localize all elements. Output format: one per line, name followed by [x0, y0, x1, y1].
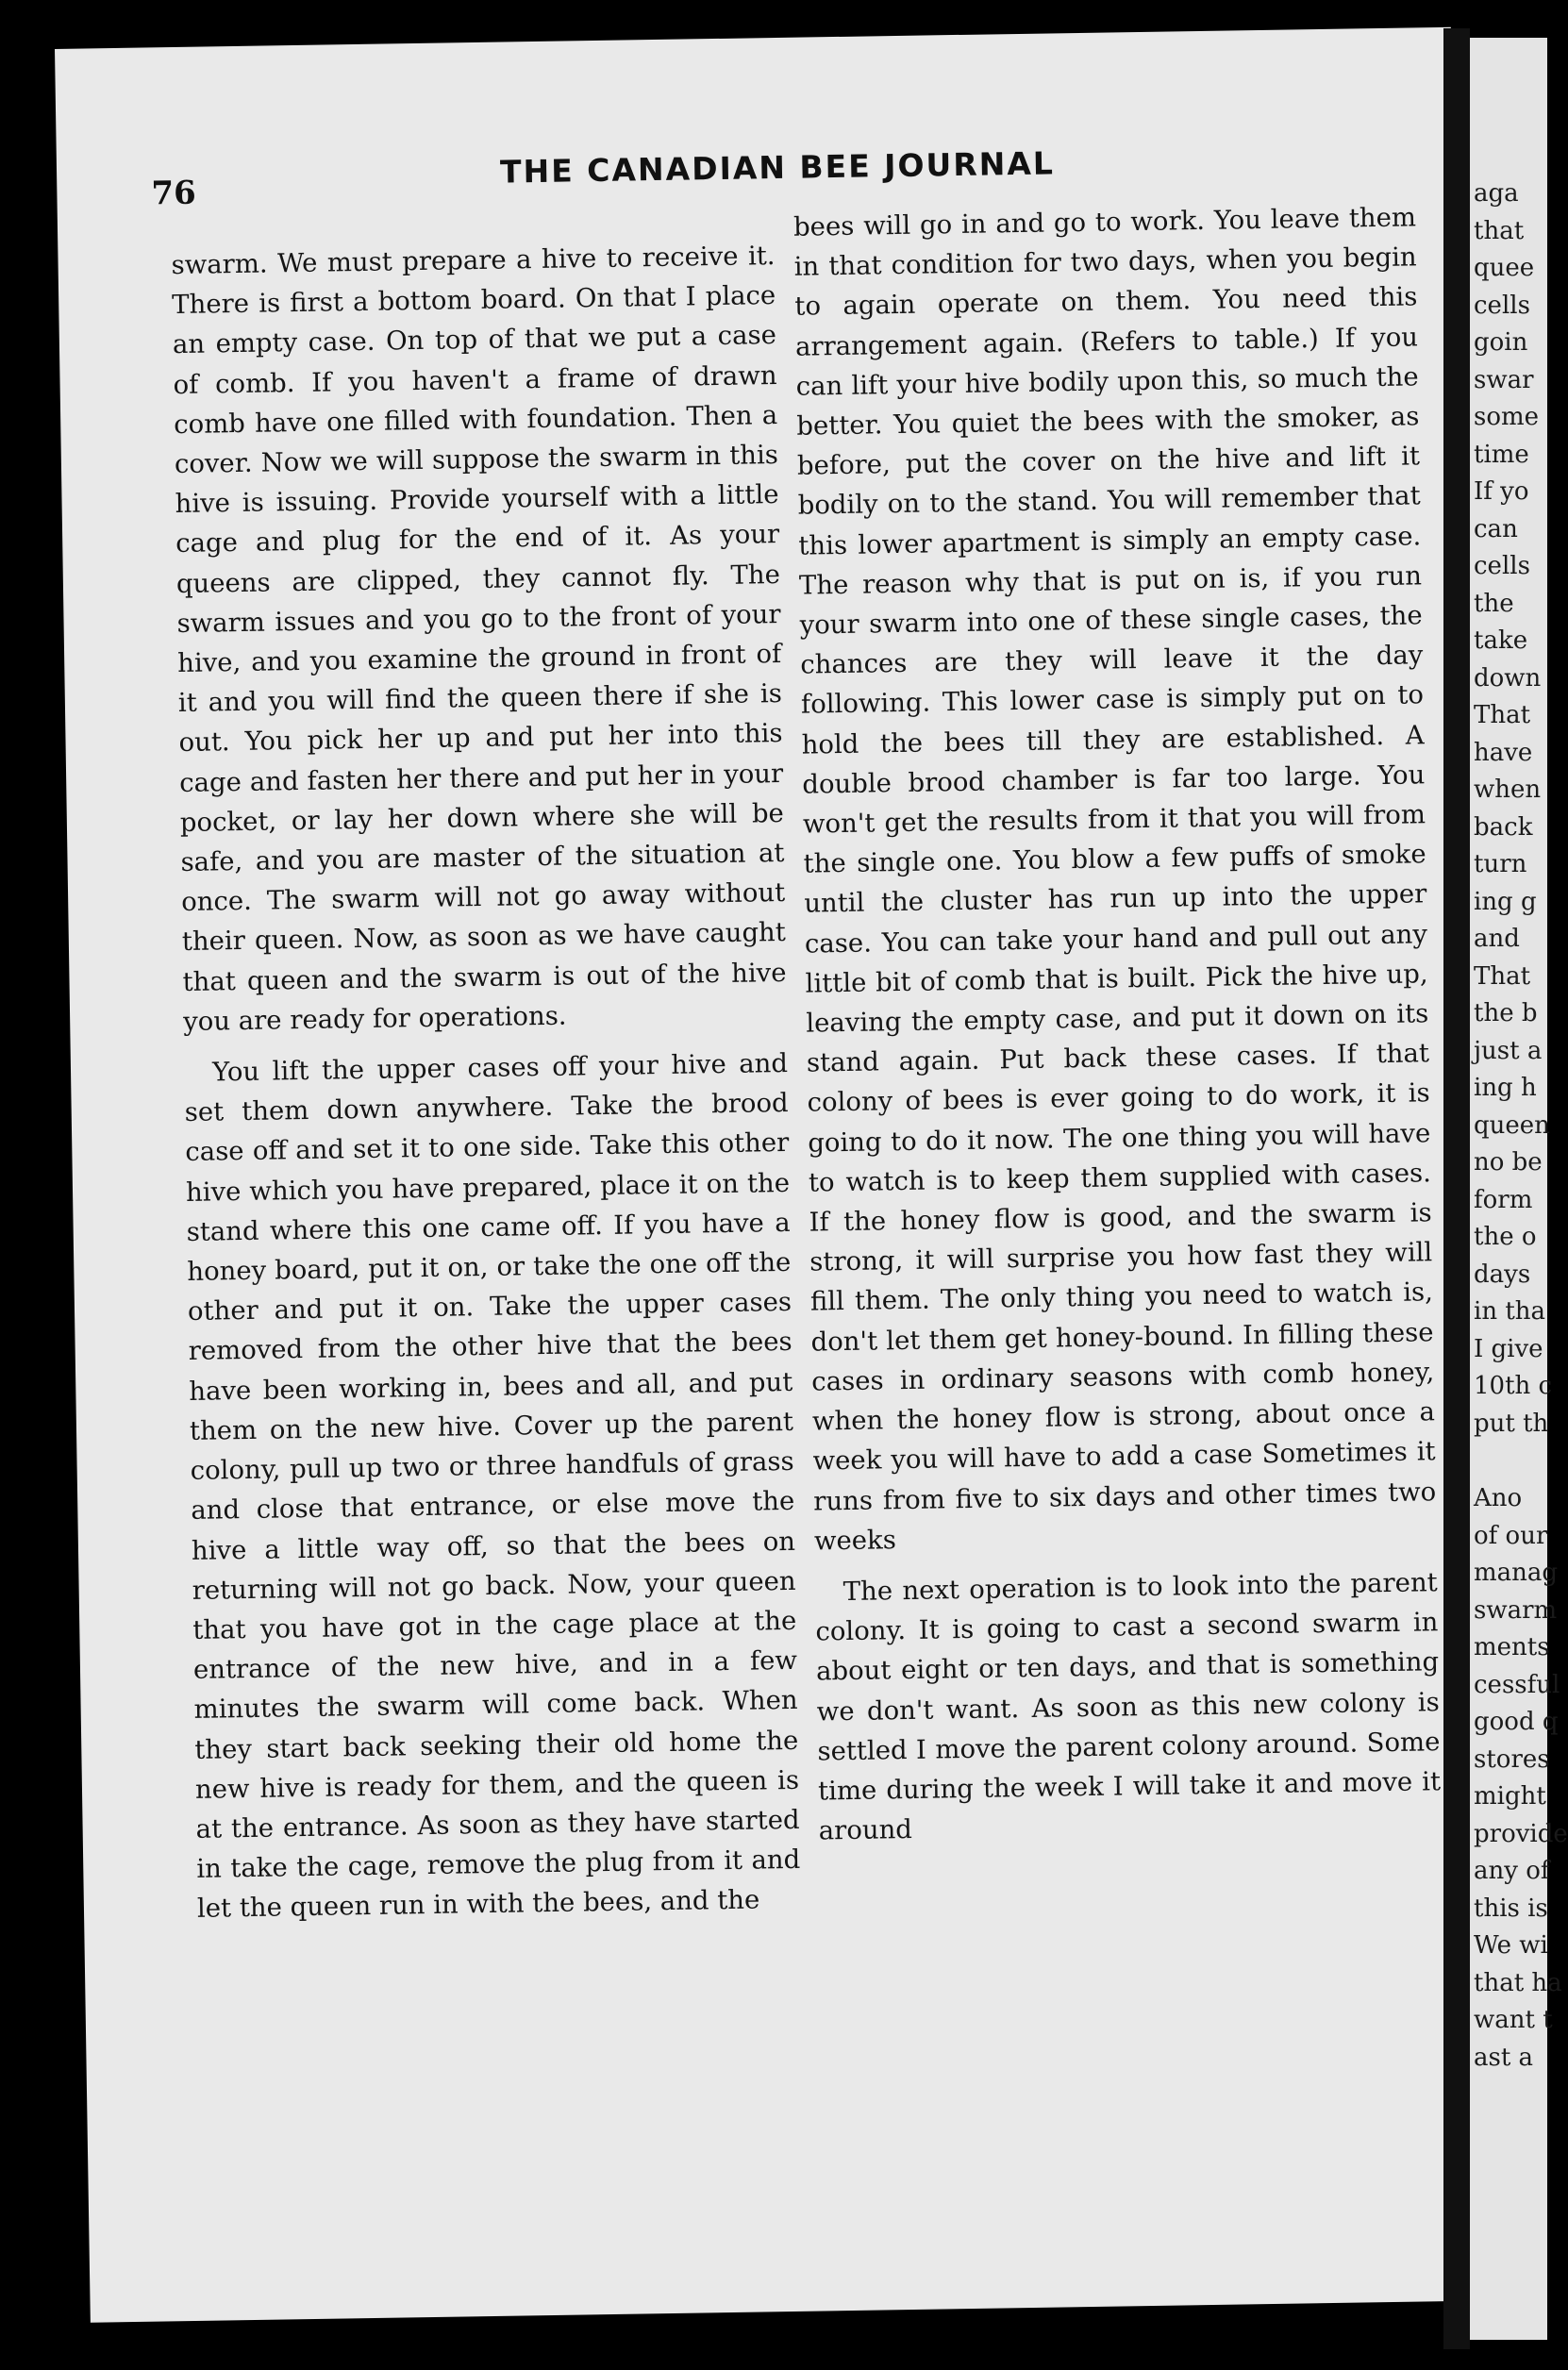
facing-page-line: this is	[1474, 1894, 1548, 1923]
paragraph: bees will go in and go to work. You leave them in that condition for two days, when you begin to again operate on them. You need this arrangement again. (Refers to table.) If you can lift your hive bodily upon this, so much the better. You quiet the bees with the smoker, as before, put the cover on the hive and lift it bodily on to the stand. You will remember that this lower apartment is simply an empty case. The reason why that is put on is, if you run your swarm into one of these single cases, the chances are they will leave it the day following. This lower case is simply put on to hold the bees till they are established. A double brood chamber is far too large. You won't get the results from it that you will from the single one. You blow a few puffs of smoke until the cluster has run up into the upper case. You can take your hand and pull out any little bit of comb that is built. Pick the hive up, leaving the empty case, and put it down on its stand again. Put back these cases. If that colony of bees is ever going to do work, it is going to do it now. The one thing you will have to watch is to keep them supplied with cases. If the honey flow is good, and the swarm is strong, it will surprise you how fast they will fill them. The only thing you need to watch is, don't let them get honey-bound. In filling these cases in ordinary seasons with comb honey, when the honey flow is strong, about once a week you will have to add a case Sometimes it runs from five to six days and other times two weeks	[792, 202, 1437, 1557]
facing-page-line: good q	[1474, 1708, 1559, 1736]
facing-page-line: might	[1474, 1782, 1546, 1811]
facing-page-line: take	[1474, 626, 1528, 655]
paragraph: You lift the upper cases off your hive and set them down anywhere. Take the brood case off and set it to one side. Take this other hive which you have prepared, place it on the stand where this one came off. If you have a honey board, put it on, or take the one off the other and put it on. Take the upper cases removed from the other hive that the bees have been working in, bees and all, and put them on the new hive. Cover up the parent colony, pull up two or three handfuls of grass and close that entrance, or else move the hive a little way off, so that the bees on returning will not go back. Now, your queen that you have got in the cage place at the entrance of the new hive, and in a few minutes the swarm will come back. When they start back seeking their old home the new hive is ready for them, and the queen is at the entrance. As soon as they have started in take the cage, remove the plug from it and let the queen run in with the bees, and the	[184, 1047, 801, 1925]
facing-page-line: provide	[1474, 1819, 1568, 1848]
facing-page-line: when	[1474, 776, 1542, 804]
facing-page-line: Ano	[1474, 1484, 1523, 1512]
facing-page-line: no be	[1474, 1148, 1543, 1177]
book-gutter	[1443, 28, 1470, 2349]
facing-page-line: that	[1474, 216, 1525, 245]
facing-page-line: queen	[1474, 1110, 1550, 1140]
facing-page-line: put th	[1474, 1409, 1549, 1438]
facing-page-line: manag	[1474, 1559, 1559, 1587]
right-column	[793, 197, 1442, 1850]
facing-page-line: aga	[1474, 179, 1519, 208]
facing-page-line: quee	[1474, 254, 1535, 282]
facing-page-line: days	[1474, 1260, 1531, 1289]
facing-page-line: the o	[1474, 1223, 1537, 1251]
facing-page-line: ments	[1474, 1633, 1550, 1661]
paragraph: swarm. We must prepare a hive to receive it. There is first a bottom board. On that I place an empty case. On top of that we put a case of comb. If you haven't a frame of drawn comb have one filled with foundation. Then a cover. Now we will suppose the swarm in this hive is issuing. Provide yourself with a little cage and plug for the end of it. As your queens are clipped, they cannot fly. The swarm issues and you go to the front of your hive, and you examine the ground in front of it and you will find the queen there if she is out. You pick her up and put her into this cage and fasten her there and put her in your pocket, or lay her down where she will be safe, and you are master of the situation at once. The swarm will not go away without their queen. Now, as soon as we have caught that queen and the swarm is out of the hive you are ready for operations.	[171, 241, 787, 1037]
facing-page-line: That	[1474, 701, 1531, 729]
facing-page-line: That	[1474, 961, 1531, 991]
facing-page-line: If yo	[1474, 477, 1529, 506]
facing-page-line: I give	[1474, 1334, 1543, 1363]
facing-page-line: cells	[1474, 291, 1530, 320]
facing-page-line: cessful	[1474, 1670, 1560, 1699]
facing-page-line: We wi	[1474, 1931, 1548, 1960]
facing-page-line: any of	[1474, 1857, 1550, 1885]
facing-page-line: ast a	[1474, 2043, 1534, 2072]
facing-page-line: just a	[1474, 1036, 1543, 1065]
facing-page-line: have	[1474, 738, 1533, 767]
facing-page-line: stores	[1474, 1744, 1550, 1774]
facing-page-line: swar	[1474, 365, 1534, 394]
journal-page	[55, 27, 1487, 2323]
facing-page-line: some	[1474, 403, 1540, 431]
facing-page-line: 10th c	[1474, 1372, 1553, 1400]
facing-page-line: ing g	[1474, 887, 1537, 916]
facing-page-line: ing h	[1474, 1074, 1537, 1102]
running-head: THE CANADIAN BEE JOURNAL	[499, 144, 1056, 191]
facing-page-line: in tha	[1474, 1297, 1546, 1326]
facing-page-line: and	[1474, 925, 1520, 953]
facing-page-line: back	[1474, 812, 1533, 842]
facing-page-line: goin	[1474, 328, 1528, 357]
facing-page-line: can	[1474, 514, 1518, 543]
facing-page-line: down	[1474, 663, 1542, 693]
facing-page-line: cells	[1474, 552, 1530, 580]
facing-page-line: time	[1474, 440, 1529, 469]
facing-page-line: the b	[1474, 999, 1538, 1027]
facing-page-line: form	[1474, 1185, 1533, 1214]
facing-page-line: the	[1474, 589, 1514, 618]
paragraph: The next operation is to look into the parent colony. It is going to cast a second swarm in about eight or ten days, and that is something we don't want. As soon as this new colony is settled I move the parent colony around. Some time during the week I will take it and move it around	[815, 1567, 1442, 1846]
facing-page-line: turn	[1474, 850, 1527, 878]
page-number: 76	[151, 174, 197, 213]
facing-page-edge	[1470, 38, 1568, 2340]
facing-page-line: want t	[1474, 2006, 1553, 2034]
facing-page-line: swarm	[1474, 1595, 1558, 1625]
facing-page-line: that ha	[1474, 1968, 1562, 1997]
facing-page-line: of our	[1474, 1521, 1548, 1550]
left-column	[171, 236, 801, 1928]
